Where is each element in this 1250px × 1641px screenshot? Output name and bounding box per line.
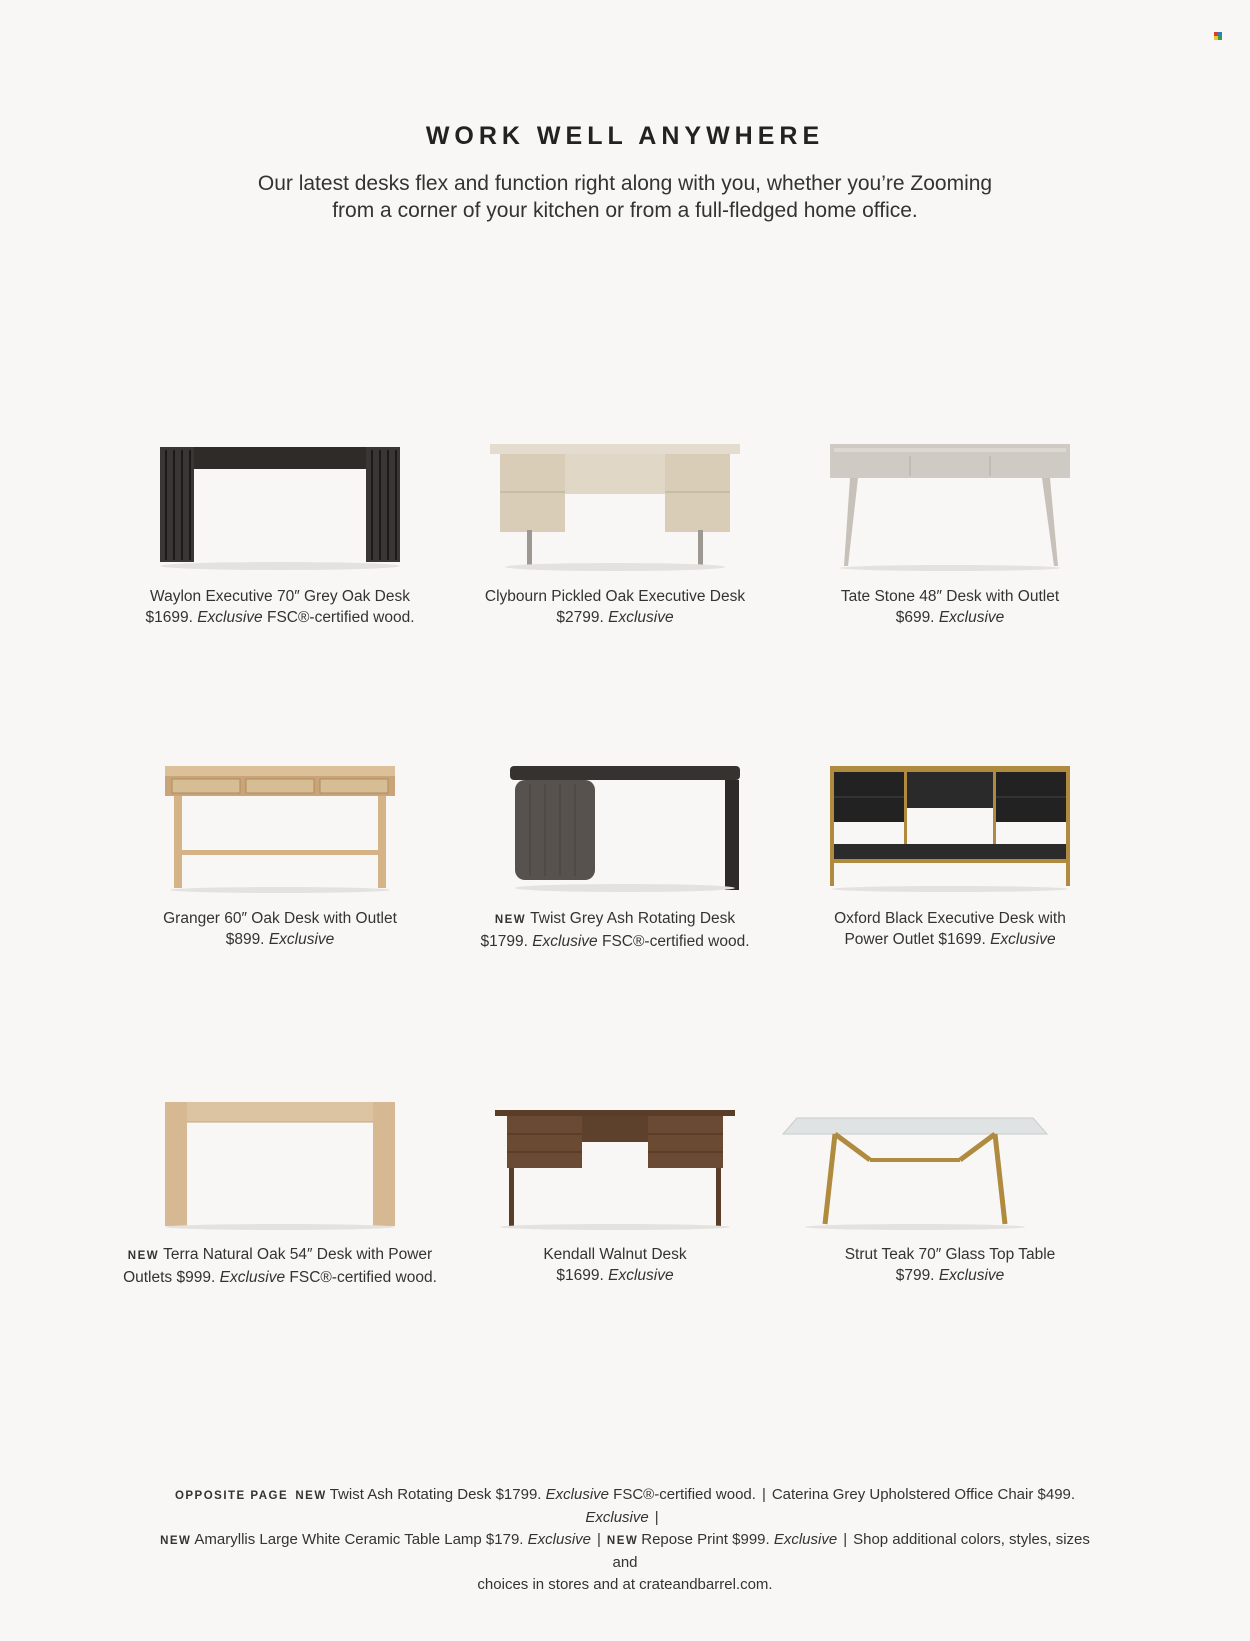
product-caption: Kendall Walnut Desk $1699. Exclusive (543, 1246, 687, 1284)
product-caption: Clybourn Pickled Oak Executive Desk $2799. Exclusive (484, 588, 746, 626)
product-oxford[interactable] (785, 764, 1115, 950)
granger-desk-image (150, 764, 410, 894)
product-twist[interactable] (450, 764, 780, 952)
store-link-text: choices in stores and at crateandbarrel.com. (477, 1576, 773, 1593)
product-caption: Granger 60″ Oak Desk with Outlet $899. Exclusive (163, 910, 397, 948)
kendall-desk-image (485, 1100, 745, 1230)
product-kendall[interactable] (450, 1100, 780, 1286)
product-terra[interactable] (115, 1100, 445, 1288)
product-caption: NEW Twist Grey Ash Rotating Desk $1799. Exclusive FSC®-certified wood. (480, 910, 750, 950)
oxford-desk-image (820, 764, 1080, 894)
product-tate[interactable] (785, 442, 1115, 628)
product-caption: Strut Teak 70″ Glass Top Table $799. Exclusive (844, 1246, 1056, 1284)
clybourn-desk-image (485, 442, 745, 572)
twist-desk-image (485, 764, 745, 894)
product-waylon[interactable] (115, 442, 445, 628)
product-caption: Waylon Executive 70″ Grey Oak Desk $1699. Exclusive FSC®-certified wood. (145, 588, 415, 626)
intro-text: Our latest desks flex and function right along with you, whether you’re Zooming from a corner of your kitchen or from a full-fledged home office. (257, 172, 993, 222)
product-clybourn[interactable] (450, 442, 780, 628)
product-granger[interactable] (115, 764, 445, 950)
terra-desk-image (150, 1100, 410, 1230)
product-caption: Tate Stone 48″ Desk with Outlet $699. Exclusive (840, 588, 1060, 626)
product-caption: NEW Terra Natural Oak 54″ Desk with Power Outlets $999. Exclusive FSC®-certified wood. (123, 1246, 437, 1286)
opposite-page-credits: OPPOSITE PAGE NEW Twist Ash Rotating Desk $1799. Exclusive FSC®-certified wood. | Caterina Grey Upholstered Office Chair $499. Exclusive | NEW Amaryllis Large White Ceramic Table Lamp $179. Exclusive | NEW Repose Print $999. Exclusive | Shop additional colors, styles, sizes and choices in stores and at crateandbarrel.com. (150, 1484, 1100, 1596)
product-strut[interactable] (785, 1100, 1115, 1286)
product-caption: Oxford Black Executive Desk with Power Outlet $1699. Exclusive (834, 910, 1066, 948)
tate-desk-image (820, 442, 1080, 572)
strut-table-image (775, 1100, 1055, 1230)
color-registration-mark (1214, 32, 1222, 40)
waylon-desk-image (150, 442, 410, 572)
page-headline: WORK WELL ANYWHERE (425, 122, 825, 150)
